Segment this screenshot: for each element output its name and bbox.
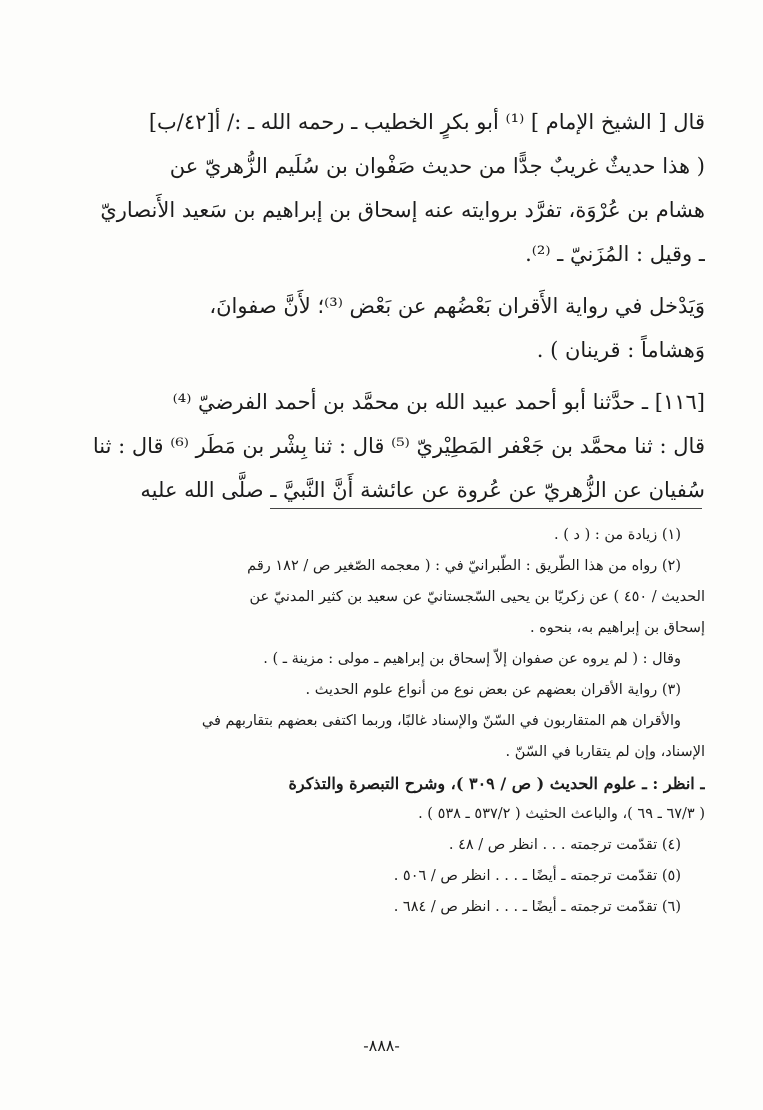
main-text	[60, 100, 705, 512]
page-number: -٨٨٨-	[363, 1036, 400, 1055]
main-line: وَهشاماً : قرينان ) .	[536, 338, 705, 362]
footnote-line: وقال : ( لم يروه عن صفوان إلاّ إسحاق بن إبراهيم ـ مولى : مزينة ـ ) .	[263, 651, 681, 667]
main-line: وَيَدْخل في رواية الأَقران بَعْضُهم عن بَعْض ⁽³⁾؛ لأَنَّ صفوانَ،	[209, 294, 705, 318]
main-line: سُفيان عن الزُّهريّ عن عُروة عن عائشة أَنَّ النَّبيَّ ـ صلَّى الله عليه	[140, 478, 705, 502]
footnotes	[62, 520, 705, 923]
main-line: قال [ الشيخ الإمام ] ⁽¹⁾ أبو بكرٍ الخطيب ـ رحمه الله ـ :/ أ[٤٢/ب]	[148, 110, 705, 134]
main-line: هشام بن عُرْوَة، تفرَّد بروايته عنه إسحاق بن إبراهيم بن سَعيد الأَنصاريّ	[100, 198, 705, 222]
footnote-line: (٣) رواية الأقران بعضهم عن بعض نوع من أنواع علوم الحديث .	[305, 682, 681, 698]
footnote-line: الإسناد، وإن لم يتقاربا في السّنّ .	[505, 744, 705, 760]
footnote-line: إسحاق بن إبراهيم به، بنحوه .	[529, 620, 705, 636]
footnote-line: (٥) تقدّمت ترجمته ـ أيضًا ـ . . . انظر ص / ٥٠٦ .	[393, 868, 681, 884]
footnote-separator	[270, 508, 702, 509]
main-line: ـ وقيل : المُزَنيّ ـ ⁽²⁾.	[525, 242, 705, 266]
footnote-line: (٤) تقدّمت ترجمته . . . انظر ص / ٤٨ .	[448, 837, 681, 853]
footnote-line: (٢) رواه من هذا الطّريق : الطّبرانيّ في : ( معجمه الصّغير ص / ١٨٢ رقم	[247, 558, 681, 574]
main-line: ( هذا حديثٌ غريبٌ جدًّا من حديث صَفْوان بن سُلَيم الزُّهريّ عن	[169, 154, 705, 178]
footnote-line: ( ٦٧/٣ ـ ٦٩ )، والباعث الحثيث ( ٥٣٧/٢ ـ ٥٣٨ ) .	[418, 806, 705, 822]
footnote-line: ـ انظر : ـ علوم الحديث ( ص / ٣٠٩ )، وشرح التبصرة والتذكرة	[288, 774, 705, 793]
main-line: [١١٦] ـ حدَّثنا أبو أحمد عبيد الله بن محمَّد بن أحمد الفرضيّ ⁽⁴⁾	[172, 390, 705, 414]
footnote-line: والأقران هم المتقاربون في السّنّ والإسناد غالبًا، وربما اكتفى بعضهم بتقاربهم في	[201, 713, 681, 729]
footnote-line: (١) زيادة من : ( د ) .	[554, 527, 681, 543]
main-line: قال : ثنا محمَّد بن جَعْفر المَطِيْريّ ⁽⁵⁾ قال : ثنا بِشْر بن مَطَر ⁽⁶⁾ قال : ثنا	[92, 434, 705, 458]
footnote-line: الحديث / ٤٥٠ ) عن زكريّا بن يحيى السّجستانيّ عن سعيد بن كثير المدنيّ عن	[249, 589, 705, 605]
footnote-line: (٦) تقدّمت ترجمته ـ أيضًا ـ . . . انظر ص / ٦٨٤ .	[393, 899, 681, 915]
